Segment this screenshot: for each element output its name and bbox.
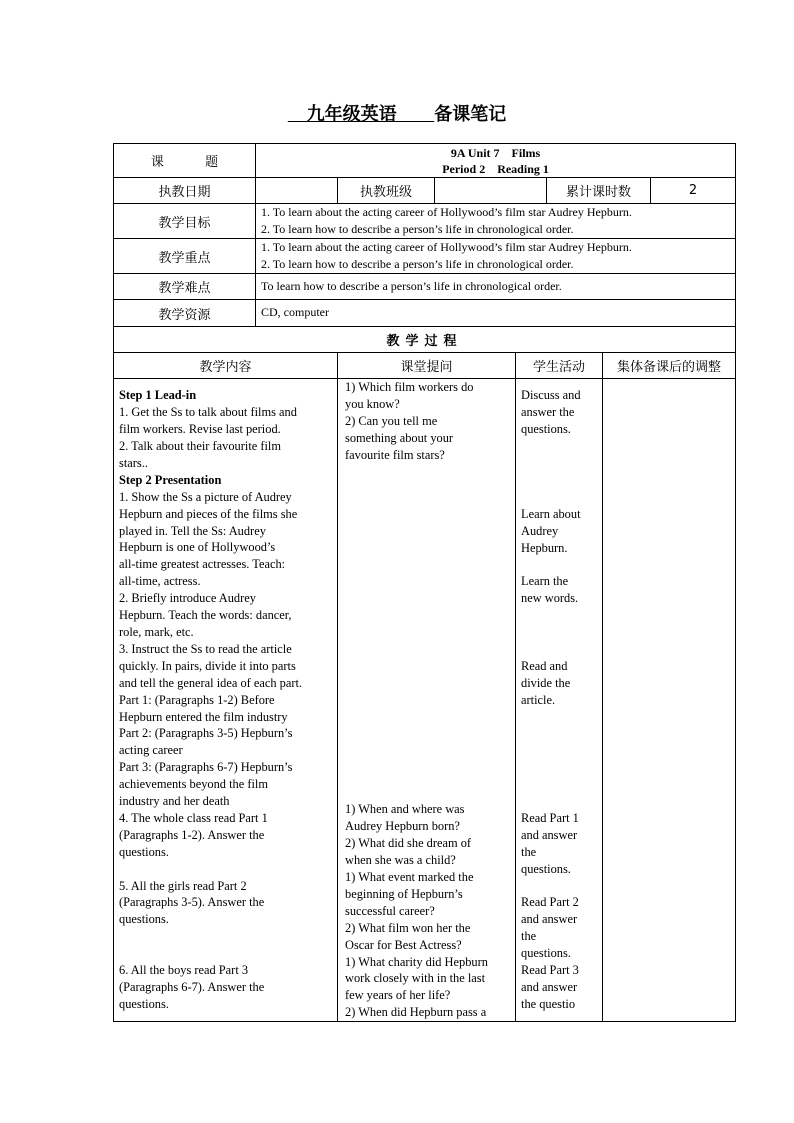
- text-line: [521, 556, 597, 573]
- adjustments-cell: [603, 379, 736, 1022]
- page-title: [0, 100, 794, 126]
- text-line: questions.: [521, 861, 571, 876]
- key-points-value: [256, 239, 736, 274]
- lesson-plan-table: [113, 143, 736, 1022]
- text-line: 1) Which film workers do: [345, 380, 474, 394]
- text-line: Hepburn entered the film industry: [119, 709, 288, 724]
- text-line: 1) When and where was: [345, 802, 465, 817]
- text-line: [119, 945, 332, 962]
- text-line: [345, 616, 510, 633]
- column-header-content: 教学内容: [114, 353, 338, 379]
- key-point-item: 2. To learn how to describe a person’s life in chronological order.: [261, 257, 574, 271]
- goals-label: 教学目标: [114, 204, 256, 239]
- text-line: something about your: [345, 430, 454, 445]
- text-line: questions.: [119, 912, 169, 927]
- text-line: [345, 717, 510, 734]
- text-line: [521, 641, 597, 658]
- text-line: successful career?: [345, 903, 435, 918]
- text-line: Audrey Hepburn born?: [345, 819, 460, 834]
- text-line: role, mark, etc.: [119, 625, 194, 639]
- text-line: Audrey: [521, 523, 559, 538]
- hours-value: 2: [651, 178, 736, 204]
- text-line: [521, 624, 597, 641]
- topic-line-2: Period 2 Reading 1: [442, 161, 549, 176]
- class-label: 执教班级: [338, 178, 435, 204]
- text-line: answer the: [521, 405, 575, 420]
- text-line: 6. All the boys read Part 3: [119, 963, 249, 978]
- topic-row: [114, 144, 736, 178]
- process-title: 教学过程: [114, 327, 736, 353]
- text-line: [345, 734, 510, 751]
- text-line: and answer: [521, 979, 578, 994]
- text-line: questions.: [119, 996, 169, 1011]
- text-line: you know?: [345, 396, 400, 411]
- text-line: [345, 514, 510, 531]
- text-line: 1) What charity did Hepburn: [345, 954, 488, 969]
- text-line: favourite film stars?: [345, 447, 445, 462]
- teaching-content-cell: [114, 379, 338, 1022]
- process-body-row: [114, 379, 736, 1022]
- key-points-row: [114, 239, 736, 274]
- key-point-item: 1. To learn about the acting career of Hollywood’s film star Audrey Hepburn.: [261, 240, 632, 254]
- text-line: Part 3: (Paragraphs 6-7) Hepburn’s: [119, 760, 293, 775]
- text-line: [345, 700, 510, 717]
- text-line: [345, 649, 510, 666]
- text-line: [521, 607, 597, 624]
- text-line: [521, 793, 597, 810]
- text-line: [521, 759, 597, 776]
- text-line: Learn the: [521, 574, 569, 589]
- topic-value: [256, 144, 736, 178]
- text-line: 5. All the girls read Part 2: [119, 878, 247, 893]
- hours-label: 累计课时数: [547, 178, 651, 204]
- text-line: [345, 632, 510, 649]
- text-line: acting career: [119, 743, 183, 758]
- text-line: [345, 480, 510, 497]
- text-line: 2) Can you tell me: [345, 413, 438, 428]
- topic-label: 课 题: [114, 144, 256, 178]
- text-line: Read Part 3: [521, 962, 579, 977]
- column-header-questions: 课堂提问: [338, 353, 516, 379]
- text-line: [345, 784, 510, 801]
- text-line: 3. Instruct the Ss to read the article: [119, 641, 292, 656]
- text-line: quickly. In pairs, divide it into parts: [119, 658, 296, 673]
- text-line: (Paragraphs 3-5). Answer the: [119, 895, 265, 910]
- column-header-activities: 学生活动: [516, 353, 603, 379]
- process-title-row: [114, 327, 736, 353]
- text-line: work closely with in the last: [345, 971, 486, 986]
- text-line: [521, 776, 597, 793]
- text-line: Hepburn.: [521, 540, 568, 555]
- text-line: film workers. Revise last period.: [119, 422, 281, 437]
- date-row: [114, 178, 736, 204]
- text-line: 2) When did Hepburn pass a: [345, 1005, 487, 1020]
- text-line: the: [521, 929, 537, 944]
- difficulty-row: [114, 274, 736, 300]
- text-line: [521, 877, 597, 894]
- text-line: industry and her death: [119, 794, 230, 809]
- resources-row: [114, 300, 736, 327]
- text-line: and answer: [521, 827, 578, 842]
- text-line: article.: [521, 692, 556, 707]
- text-line: Oscar for Best Actress?: [345, 937, 462, 952]
- title-notes: 备课笔记: [434, 104, 507, 125]
- date-label: 执教日期: [114, 178, 256, 204]
- text-line: Learn about: [521, 506, 581, 521]
- text-line: [521, 489, 597, 506]
- text-line: [345, 565, 510, 582]
- text-line: when she was a child?: [345, 853, 456, 868]
- text-line: Part 2: (Paragraphs 3-5) Hepburn’s: [119, 726, 293, 741]
- text-line: [521, 438, 597, 455]
- text-line: Hepburn and pieces of the films she: [119, 506, 298, 521]
- text-line: [345, 768, 510, 785]
- resources-label: 教学资源: [114, 300, 256, 327]
- key-points-label: 教学重点: [114, 239, 256, 274]
- class-value: [435, 178, 547, 204]
- text-line: [521, 725, 597, 742]
- text-line: 1. Show the Ss a picture of Audrey: [119, 489, 292, 504]
- text-line: all-time, actress.: [119, 574, 201, 589]
- text-line: 1) What event marked the: [345, 869, 474, 884]
- text-line: [119, 861, 332, 878]
- text-line: Step 2 Presentation: [119, 472, 222, 487]
- goal-item: 1. To learn about the acting career of Hollywood’s film star Audrey Hepburn.: [261, 205, 632, 219]
- text-line: [345, 683, 510, 700]
- text-line: played in. Tell the Ss: Audrey: [119, 523, 266, 538]
- text-line: Hepburn. Teach the words: dancer,: [119, 608, 292, 623]
- text-line: 1. Get the Ss to talk about films and: [119, 405, 297, 420]
- text-line: [345, 582, 510, 599]
- text-line: [521, 709, 597, 726]
- text-line: 2) What film won her the: [345, 920, 471, 935]
- text-line: Read Part 2: [521, 895, 579, 910]
- text-line: 2. Briefly introduce Audrey: [119, 591, 256, 606]
- text-line: [345, 599, 510, 616]
- goals-value: [256, 204, 736, 239]
- title-subject: 九年级英语: [306, 104, 397, 125]
- text-line: stars..: [119, 455, 148, 470]
- text-line: all-time greatest actresses. Teach:: [119, 557, 286, 572]
- text-line: achievements beyond the film: [119, 777, 268, 792]
- column-header-adjustments: 集体备课后的调整: [603, 353, 736, 379]
- student-activities-cell: [516, 379, 603, 1022]
- text-line: Hepburn is one of Hollywood’s: [119, 540, 276, 555]
- text-line: new words.: [521, 591, 579, 606]
- difficulty-value: To learn how to describe a person’s life in chronological order.: [256, 274, 736, 300]
- text-line: [345, 531, 510, 548]
- text-line: few years of her life?: [345, 988, 451, 1003]
- process-header-row: [114, 353, 736, 379]
- text-line: [345, 548, 510, 565]
- text-line: questions.: [119, 844, 169, 859]
- text-line: questions.: [521, 946, 571, 961]
- text-line: 2) What did she dream of: [345, 836, 472, 851]
- text-line: [119, 928, 332, 945]
- text-line: and tell the general idea of each part.: [119, 675, 303, 690]
- text-line: Part 1: (Paragraphs 1-2) Before: [119, 692, 275, 707]
- text-line: Discuss and: [521, 388, 581, 403]
- resources-value: CD, computer: [256, 300, 736, 327]
- text-line: divide the: [521, 675, 571, 690]
- text-line: [521, 455, 597, 472]
- text-line: [345, 497, 510, 514]
- text-line: (Paragraphs 1-2). Answer the: [119, 827, 265, 842]
- text-line: Read and: [521, 658, 568, 673]
- text-line: Read Part 1: [521, 810, 579, 825]
- text-line: [345, 751, 510, 768]
- text-line: and answer: [521, 912, 578, 927]
- goals-row: [114, 204, 736, 239]
- text-line: the questio: [521, 996, 576, 1011]
- text-line: [345, 666, 510, 683]
- text-line: 4. The whole class read Part 1: [119, 810, 268, 825]
- text-line: 2. Talk about their favourite film: [119, 439, 282, 454]
- difficulty-label: 教学难点: [114, 274, 256, 300]
- goal-item: 2. To learn how to describe a person’s life in chronological order.: [261, 222, 574, 236]
- text-line: [521, 472, 597, 489]
- text-line: Step 1 Lead-in: [119, 388, 197, 403]
- text-line: [521, 742, 597, 759]
- text-line: beginning of Hepburn’s: [345, 886, 463, 901]
- date-value: [256, 178, 338, 204]
- text-line: [345, 464, 510, 481]
- text-line: (Paragraphs 6-7). Answer the: [119, 979, 265, 994]
- text-line: the: [521, 844, 537, 859]
- classroom-questions-cell: [338, 379, 516, 1022]
- topic-line-1: 9A Unit 7 Films: [450, 145, 541, 160]
- text-line: questions.: [521, 422, 571, 437]
